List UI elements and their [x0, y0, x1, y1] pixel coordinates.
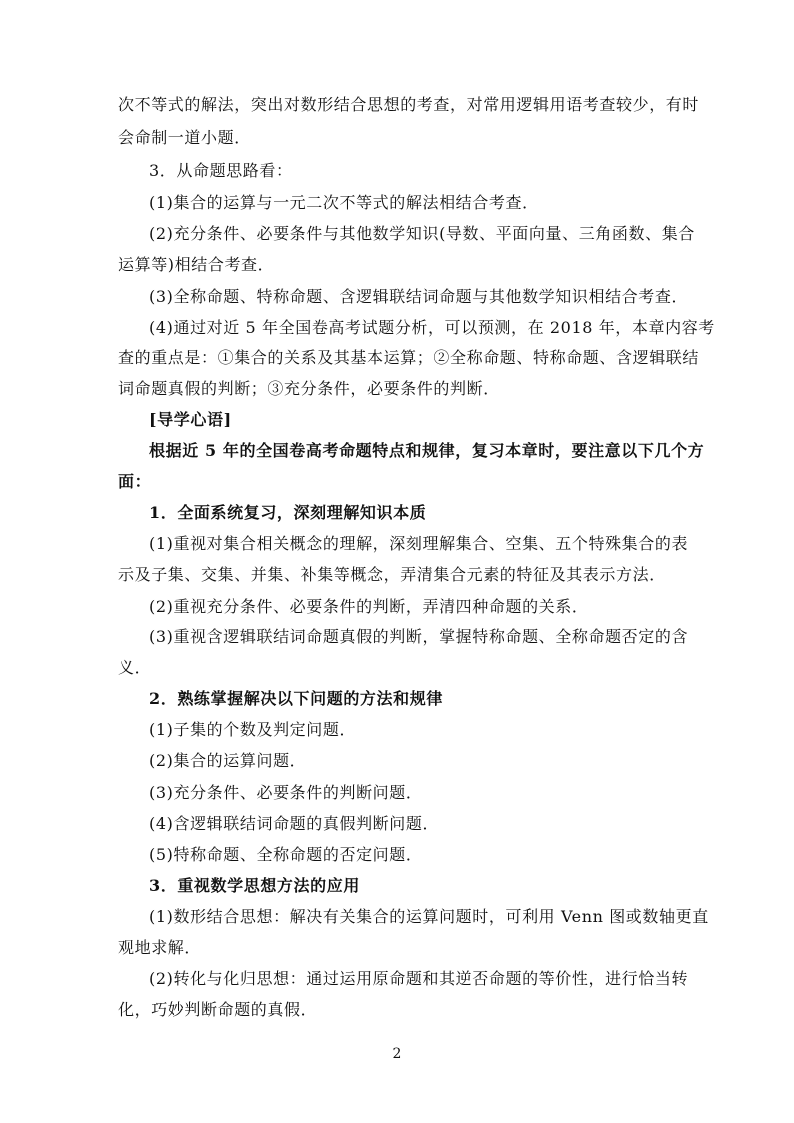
text-line: (3)充分条件、必要条件的判断问题．: [149, 783, 423, 802]
text-line: (3)重视含逻辑联结词命题真假的判断，掌握特称命题、全称命题否定的含: [149, 627, 689, 646]
text-line: 义．: [118, 658, 152, 677]
text-line: 示及子集、交集、并集、补集等概念，弄清集合元素的特征及其表示方法．: [118, 565, 666, 584]
subsection-heading: 1．全面系统复习，深刻理解知识本质: [149, 503, 427, 522]
section-heading: [导学心语]: [149, 410, 232, 429]
text-line: (1)数形结合思想：解决有关集合的运算问题时，可利用 Venn 图或数轴更直: [149, 907, 709, 926]
page-number: 2: [392, 1046, 402, 1062]
text-line: (1)重视对集合相关概念的理解，深刻理解集合、空集、五个特殊集合的表: [149, 534, 689, 553]
text-line: 运算等)相结合考查．: [118, 255, 275, 274]
text-line: (2)重视充分条件、必要条件的判断，弄清四种命题的关系．: [149, 597, 589, 616]
text-line: 观地求解．: [118, 938, 202, 957]
text-line: 会命制一道小题．: [118, 128, 251, 147]
text-line: (5)特称命题、全称命题的否定问题．: [149, 845, 423, 864]
text-line: (3)全称命题、特称命题、含逻辑联结词命题与其他数学知识相结合考查．: [149, 287, 689, 306]
text-line: (2)充分条件、必要条件与其他数学知识(导数、平面向量、三角函数、集合: [149, 224, 695, 243]
text-line: (2)转化与化归思想：通过运用原命题和其逆否命题的等价性，进行恰当转: [149, 969, 689, 988]
text-line: 次不等式的解法，突出对数形结合思想的考查，对常用逻辑用语考查较少，有时: [118, 95, 700, 114]
text-line: 3．从命题思路看：: [149, 161, 293, 180]
text-line: 化，巧妙判断命题的真假．: [118, 1000, 318, 1019]
subsection-heading: 3．重视数学思想方法的应用: [149, 876, 360, 895]
text-line: (4)含逻辑联结词命题的真假判断问题．: [149, 814, 440, 833]
text-line: 根据近 5 年的全国卷高考命题特点和规律，复习本章时，要注意以下几个方: [149, 441, 705, 460]
text-line: 查的重点是：①集合的关系及其基本运算；②全称命题、特称命题、含逻辑联结: [118, 348, 700, 367]
text-line: (2)集合的运算问题．: [149, 751, 307, 770]
text-line: (1)子集的个数及判定问题．: [149, 720, 357, 739]
text-line: 面：: [118, 472, 152, 491]
text-line: (1)集合的运算与一元二次不等式的解法相结合考查．: [149, 193, 539, 212]
subsection-heading: 2．熟练掌握解决以下问题的方法和规律: [149, 689, 443, 708]
text-line: (4)通过对近 5 年全国卷高考试题分析，可以预测，在 2018 年，本章内容考: [149, 318, 715, 337]
text-line: 词命题真假的判断；③充分条件，必要条件的判断．: [118, 379, 500, 398]
